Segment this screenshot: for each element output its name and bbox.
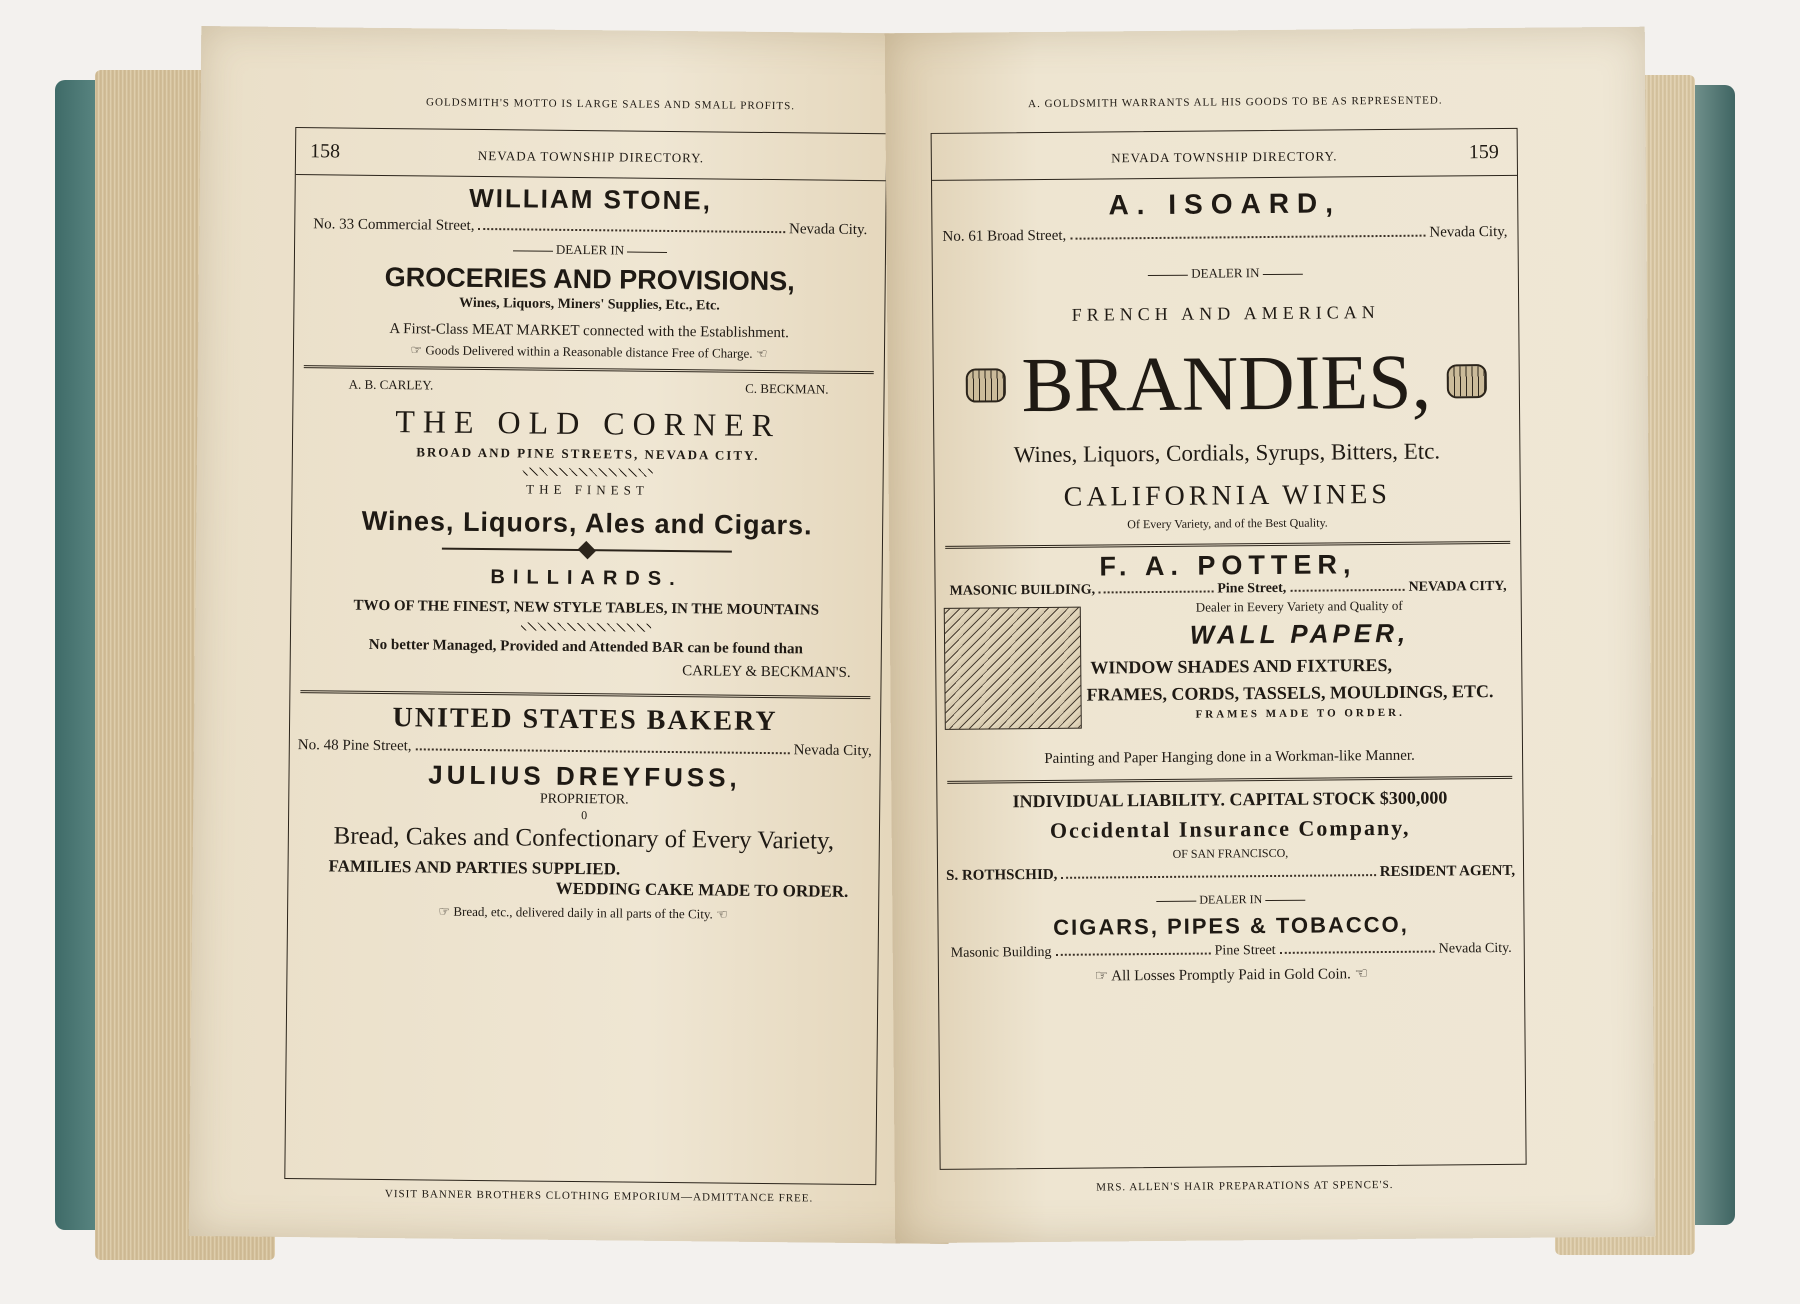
location-part: Masonic Building: [950, 944, 1052, 961]
ad-address-row: [290, 737, 880, 760]
ad-city: Nevada City,: [1429, 223, 1508, 241]
page-footer: MRS. ALLEN'S HAIR PREPARATIONS AT SPENCE'S.: [1096, 1178, 1394, 1194]
ad-potter: [935, 544, 1522, 769]
ad-line: FRAMES, CORDS, TASSELS, MOULDINGS, ETC.: [1086, 681, 1494, 705]
page-number: 159: [1468, 140, 1499, 164]
ad-line: CALIFORNIA WINES: [1063, 478, 1391, 513]
ad-line: Wines, Liquors, Miners' Supplies, Etc., Etc.: [459, 295, 720, 314]
ad-dealer-in: [933, 263, 1518, 284]
ad-location-row: [939, 941, 1524, 962]
ad-dealer-in: [295, 239, 885, 261]
owner-name: A. B. CARLEY.: [348, 376, 434, 393]
ornament: [523, 467, 653, 476]
ad-line: ☞ Bread, etc., delivered daily in all parts of the City. ☜: [438, 903, 728, 922]
ad-address-row: [932, 224, 1517, 246]
ad-address: No. 61 Broad Street,: [942, 227, 1067, 245]
delivery-text: Bread, etc., delivered daily in all parts of the City.: [453, 903, 713, 922]
open-book: [55, 30, 1735, 1270]
ad-owners-row: [294, 376, 884, 398]
location-part: Nevada City.: [1438, 940, 1512, 957]
agent-name: S. ROTHSCHID,: [946, 866, 1058, 884]
ad-line: FRAMES MADE TO ORDER.: [1195, 706, 1405, 721]
dealer-in-text: DEALER IN: [1191, 265, 1260, 281]
ornament: [442, 548, 732, 553]
ad-line: CIGARS, PIPES & TOBACCO,: [1053, 911, 1409, 940]
ad-brandies: BRANDIES,: [1021, 337, 1432, 429]
ad-line: A First-Class MEAT MARKET connected with the Establishment.: [389, 321, 789, 342]
ad-line: JULIUS DREYFUSS,: [428, 759, 741, 793]
wallpaper-illustration: [944, 607, 1082, 730]
dealer-in-text: DEALER IN: [555, 241, 625, 258]
ad-insurance: [937, 779, 1524, 987]
ad-line: Of Every Variety, and of the Best Quality.: [1127, 515, 1328, 532]
ad-line: TWO OF THE FINEST, NEW STYLE TABLES, IN THE MOUNTAINS: [353, 597, 820, 619]
ad-line: OF SAN FRANCISCO,: [1172, 845, 1289, 861]
ad-line: GROCERIES AND PROVISIONS,: [384, 261, 795, 297]
ad-city: Nevada City,: [793, 742, 872, 760]
ad-line: CARLEY & BECKMAN'S.: [682, 663, 851, 681]
ad-city: NEVADA CITY,: [1408, 578, 1507, 595]
ad-line: Bread, Cakes and Confectionary of Every Variety,: [333, 822, 835, 855]
location-part: Pine Street: [1214, 942, 1276, 959]
ad-line: THE FINEST: [526, 481, 649, 498]
ad-agent-row: [938, 863, 1523, 885]
page-title: NEVADA TOWNSHIP DIRECTORY.: [1111, 148, 1338, 166]
ad-line: WALL PAPER,: [1189, 617, 1410, 650]
ad-line: INDIVIDUAL LIABILITY. CAPITAL STOCK $300,000: [1012, 787, 1448, 812]
potter-text: [1086, 597, 1514, 722]
ad-line: WINDOW SHADES AND FIXTURES,: [1090, 654, 1393, 678]
ad-name: UNITED STATES BAKERY: [392, 702, 778, 738]
ad-isoard: [932, 176, 1520, 534]
ad-william-stone: [294, 175, 886, 363]
ad-address: MASONIC BUILDING,: [949, 582, 1096, 599]
barrel-icon: [965, 368, 1005, 402]
ad-name: Occidental Insurance Company,: [1049, 814, 1411, 843]
ad-line: Wines, Liquors, Ales and Cigars.: [361, 505, 813, 541]
right-page: [885, 27, 1656, 1244]
ad-line: BILLIARDS.: [490, 566, 683, 591]
running-head: GOLDSMITH'S MOTTO IS LARGE SALES AND SMALL PROFITS.: [426, 96, 796, 113]
ad-name: F. A. POTTER,: [1099, 549, 1357, 582]
potter-body: [936, 597, 1522, 752]
ad-name: WILLIAM STONE,: [469, 182, 713, 216]
ad-line: Dealer in Eevery Variety and Quality of: [1195, 597, 1403, 615]
ad-address-row: [295, 216, 885, 239]
agent-title: RESIDENT AGENT,: [1379, 862, 1516, 881]
ornament: [521, 622, 651, 631]
dealer-in-text: DEALER IN: [1199, 892, 1263, 907]
owner-name: C. BECKMAN.: [745, 380, 829, 397]
ad-brandies-row: [933, 336, 1519, 431]
ad-line: FRENCH AND AMERICAN: [1071, 302, 1380, 325]
ad-address: No. 48 Pine Street,: [297, 737, 412, 755]
ad-location: BROAD AND PINE STREETS, NEVADA CITY.: [416, 444, 760, 463]
page-number: 158: [309, 140, 341, 163]
ad-line: ☞ All Losses Promptly Paid in Gold Coin. ☜: [1094, 966, 1369, 985]
ad-line: No better Managed, Provided and Attended BAR can be found than: [368, 636, 803, 658]
running-head: A. GOLDSMITH WARRANTS ALL HIS GOODS TO BE AS REPRESENTED.: [1028, 94, 1443, 111]
delivery-text: Goods Delivered within a Reasonable distance Free of Charge.: [425, 342, 753, 361]
ad-line: Wines, Liquors, Cordials, Syrups, Bitters, Etc.: [1013, 438, 1441, 468]
page-frame: [931, 128, 1527, 1170]
ad-dealer-in: [938, 890, 1523, 910]
ad-separator: 0: [581, 808, 588, 823]
ad-address: No. 33 Commercial Street,: [313, 216, 475, 234]
page-title: NEVADA TOWNSHIP DIRECTORY.: [477, 147, 705, 166]
ad-us-bakery: [288, 693, 880, 924]
ad-name: A. ISOARD,: [1108, 187, 1342, 221]
ad-street: Pine Street,: [1217, 580, 1287, 597]
ad-old-corner: [291, 368, 884, 682]
barrel-icon: [1447, 364, 1487, 398]
left-page: [189, 26, 962, 1244]
ad-line: WEDDING CAKE MADE TO ORDER.: [555, 878, 849, 901]
ad-line: FAMILIES AND PARTIES SUPPLIED.: [328, 856, 621, 879]
ad-line: PROPRIETOR.: [539, 791, 629, 808]
losses-text: All Losses Promptly Paid in Gold Coin.: [1111, 966, 1351, 985]
page-footer: VISIT BANNER BROTHERS CLOTHING EMPORIUM—ADMITTANCE FREE.: [384, 1188, 814, 1205]
ad-line: Painting and Paper Hanging done in a Workman-like Manner.: [1044, 747, 1415, 767]
page-header: [932, 129, 1517, 181]
page-header: [296, 128, 886, 181]
ad-line: ☞ Goods Delivered within a Reasonable distance Free of Charge. ☜: [410, 342, 768, 361]
ad-city: Nevada City.: [789, 221, 868, 239]
ad-name: THE OLD CORNER: [395, 403, 782, 444]
page-frame: [284, 127, 887, 1185]
